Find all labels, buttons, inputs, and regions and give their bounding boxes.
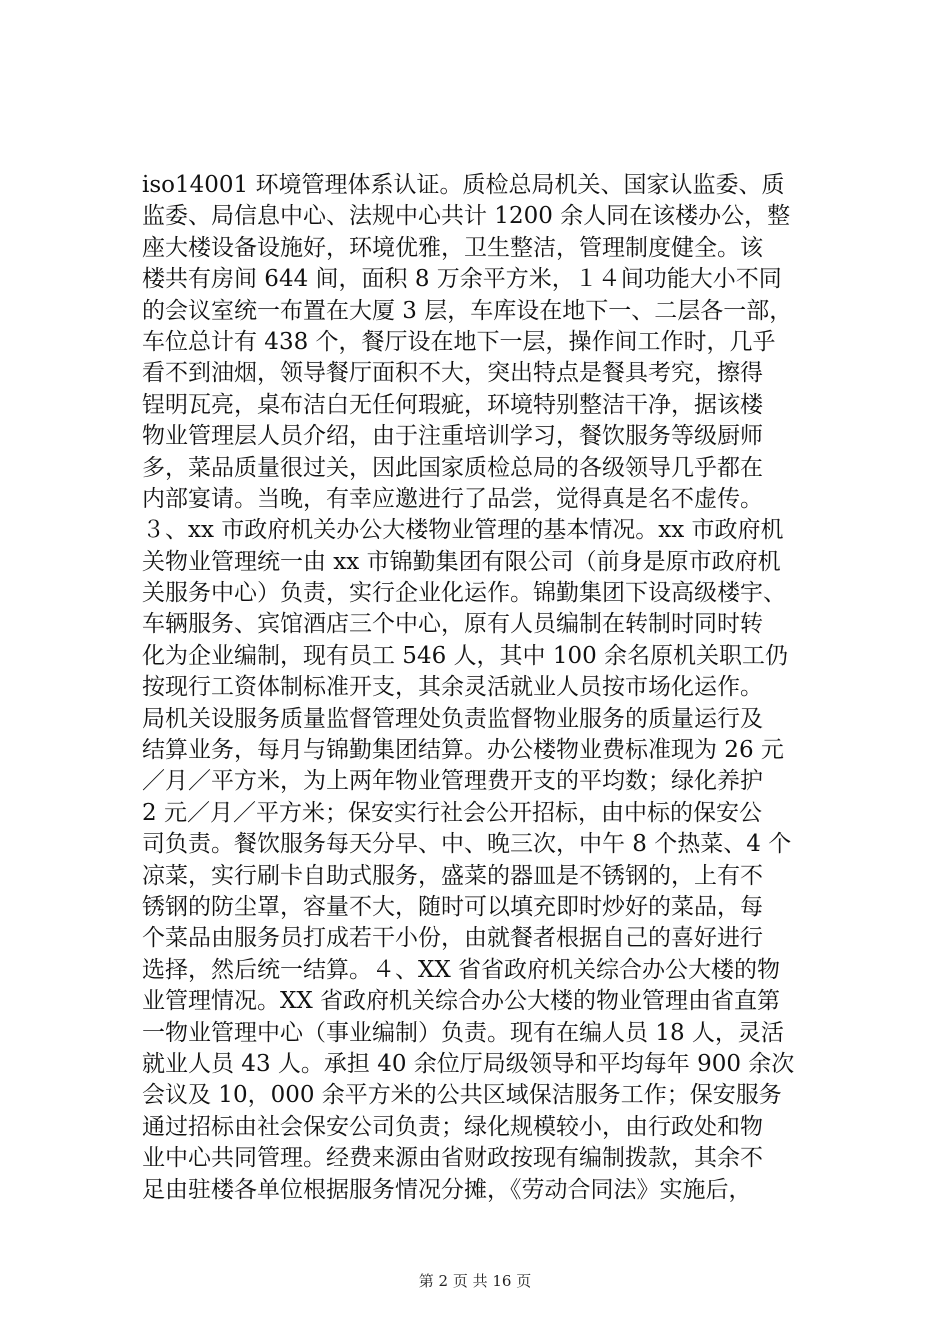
text-line: ／月／平方米，为上两年物业管理费开支的平均数；绿化养护	[142, 768, 763, 795]
text-line: 车位总计有 438 个，餐厅设在地下一层，操作间工作时，几乎	[142, 328, 776, 355]
text-line: 凉菜，实行刷卡自助式服务，盛菜的器皿是不锈钢的，上有不	[142, 862, 763, 889]
text-line: 锃明瓦亮，桌布洁白无任何瑕疵，环境特别整洁干净，据该楼	[142, 391, 763, 418]
body-text	[142, 170, 842, 1206]
text-line: 个菜品由服务员打成若干小份，由就餐者根据自己的喜好进行	[142, 925, 763, 952]
text-line: 看不到油烟，领导餐厅面积不大，突出特点是餐具考究，擦得	[142, 360, 763, 387]
text-line: 锈钢的防尘罩，容量不大，随时可以填充即时炒好的菜品，每	[142, 893, 763, 920]
text-line: 车辆服务、宾馆酒店三个中心，原有人员编制在转制时同时转	[142, 611, 763, 638]
text-line: 按现行工资体制标准开支，其余灵活就业人员按市场化运作。	[142, 674, 763, 701]
text-line: 化为企业编制，现有员工 546 人，其中 100 余名原机关职工仍	[142, 642, 789, 669]
text-line: 关服务中心）负责，实行企业化运作。锦勤集团下设高级楼宇、	[142, 580, 786, 607]
text-line: 通过招标由社会保安公司负责；绿化规模较小，由行政处和物	[142, 1113, 763, 1140]
text-line: 业中心共同管理。经费来源由省财政按现有编制拨款，其余不	[142, 1145, 763, 1172]
text-line: iso14001 环境管理体系认证。质检总局机关、国家认监委、质	[142, 172, 785, 198]
text-line: 会议及 10，000 余平方米的公共区域保洁服务工作；保安服务	[142, 1082, 782, 1109]
text-line: 结算业务，每月与锦勤集团结算。办公楼物业费标准现为 26 元	[142, 737, 784, 764]
text-line: 座大楼设备设施好，环境优雅，卫生整洁，管理制度健全。该	[142, 234, 763, 261]
text-line: 就业人员 43 人。承担 40 余位厅局级领导和平均每年 900 余次	[142, 1050, 795, 1077]
text-line: 多，菜品质量很过关，因此国家质检总局的各级领导几乎都在	[142, 454, 763, 481]
page-number-footer: 第 2 页 共 16 页	[418, 1272, 532, 1290]
text-line: 业管理情况。XX 省政府机关综合办公大楼的物业管理由省直第	[142, 988, 781, 1015]
text-line: 局机关设服务质量监督管理处负责监督物业服务的质量运行及	[142, 705, 763, 732]
text-line: 司负责。餐饮服务每天分早、中、晚三次，中午 8 个热菜、4 个	[142, 831, 792, 858]
text-line: ３、xx 市政府机关办公大楼物业管理的基本情况。xx 市政府机	[142, 517, 784, 544]
text-line: 楼共有房间 644 间，面积 8 万余平方米，１４间功能大小不同	[142, 266, 782, 293]
text-line: 物业管理层人员介绍，由于注重培训学习，餐饮服务等级厨师	[142, 423, 763, 450]
text-line: 的会议室统一布置在大厦 3 层，车库设在地下一、二层各一部，	[142, 297, 793, 324]
text-line: 足由驻楼各单位根据服务情况分摊，《劳动合同法》实施后，	[142, 1176, 752, 1203]
text-line: 关物业管理统一由 xx 市锦勤集团有限公司（前身是原市政府机	[142, 548, 781, 575]
text-line: 选择，然后统一结算。４、XX 省省政府机关综合办公大楼的物	[142, 956, 781, 983]
text-line: 内部宴请。当晚，有幸应邀进行了品尝，觉得真是名不虚传。	[142, 485, 763, 512]
text-line: 2 元／月／平方米；保安实行社会公开招标，由中标的保安公	[142, 799, 762, 826]
text-line: 监委、局信息中心、法规中心共计 1200 余人同在该楼办公，整	[142, 203, 791, 230]
text-line: 一物业管理中心（事业编制）负责。现有在编人员 18 人，灵活	[142, 1019, 784, 1046]
